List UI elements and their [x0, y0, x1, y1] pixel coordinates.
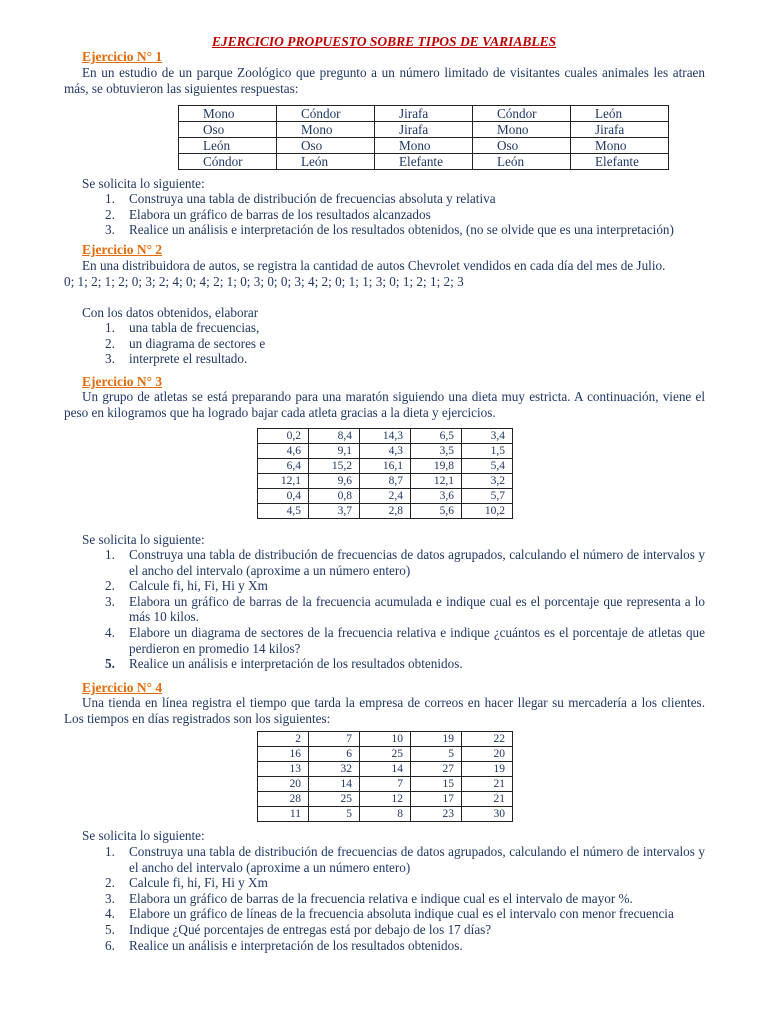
list-item-number: 2.: [105, 875, 115, 891]
list-item-text: Indique ¿Qué porcentajes de entregas está por debajo de los 17 días?: [129, 921, 492, 937]
table-cell: 4,3: [360, 444, 411, 459]
list-item: [100, 922, 705, 938]
table-cell: 6: [309, 747, 360, 762]
list-item-number: 3.: [105, 222, 115, 238]
table-cell: 19: [462, 762, 513, 777]
list-item: [100, 191, 705, 207]
table-row: [179, 122, 669, 138]
list-item: [100, 844, 705, 875]
table-cell: 7: [360, 777, 411, 792]
ex2-heading: Ejercicio N° 2: [82, 242, 163, 257]
table-cell: 21: [462, 777, 513, 792]
table-cell: 4,6: [258, 444, 309, 459]
ex4-table: [257, 731, 513, 822]
list-item: [100, 351, 705, 367]
table-cell: 3,4: [462, 429, 513, 444]
ex1-items: [100, 191, 705, 238]
table-cell: 21: [462, 792, 513, 807]
table-cell: León: [571, 106, 669, 122]
table-row: [258, 762, 513, 777]
table-cell: León: [277, 154, 375, 170]
table-cell: 5,6: [411, 504, 462, 519]
table-row: [179, 154, 669, 170]
list-item-number: 3.: [105, 351, 115, 367]
table-cell: 16: [258, 747, 309, 762]
table-cell: 30: [462, 807, 513, 822]
table-cell: 27: [411, 762, 462, 777]
table-cell: 14,3: [360, 429, 411, 444]
table-cell: 8: [360, 807, 411, 822]
list-item-text: Elabore un diagrama de sectores de la frecuencia relativa e indique ¿cuántos es el porcentaje de atletas que perdieron en promedio 14 kilos?: [129, 624, 705, 656]
table-cell: 14: [360, 762, 411, 777]
table-row: [258, 807, 513, 822]
table-cell: 4,5: [258, 504, 309, 519]
list-item: [100, 578, 705, 594]
table-row: [179, 106, 669, 122]
ex3-intro: Un grupo de atletas se está preparando para una maratón siguiendo una dieta muy estricta. A continuación, viene el peso en kilogramos que ha logrado bajar cada atleta gracias a la dieta y ejercicios.: [64, 389, 705, 420]
table-cell: 12,1: [258, 474, 309, 489]
table-cell: Jirafa: [571, 122, 669, 138]
table-cell: 5,4: [462, 459, 513, 474]
table-cell: Mono: [179, 106, 277, 122]
list-item-text: Calcule fi, hi, Fi, Hi y Xm: [129, 875, 268, 891]
table-cell: 12: [360, 792, 411, 807]
table-cell: Elefante: [571, 154, 669, 170]
ex4-intro: Una tienda en línea registra el tiempo que tarda la empresa de correos en hacer llegar su mercadería a los clientes. Los tiempos en días registrados son los siguientes:: [64, 695, 705, 726]
list-item-number: 2.: [105, 335, 115, 351]
table-cell: Oso: [179, 122, 277, 138]
table-cell: Elefante: [375, 154, 473, 170]
table-cell: Oso: [277, 138, 375, 154]
table-cell: Jirafa: [375, 106, 473, 122]
document-title: EJERCICIO PROPUESTO SOBRE TIPOS DE VARIABLES: [211, 34, 557, 49]
table-cell: 20: [258, 777, 309, 792]
table-cell: 28: [258, 792, 309, 807]
table-cell: Cóndor: [473, 106, 571, 122]
list-item-text: Construya una tabla de distribución de frecuencias de datos agrupados, calculando el número de intervalos y el ancho del intervalo (aproxime a un número entero): [129, 547, 705, 578]
table-cell: 16,1: [360, 459, 411, 474]
table-cell: 3,6: [411, 489, 462, 504]
list-item: [100, 207, 705, 223]
table-cell: 10: [360, 732, 411, 747]
table-cell: 5: [309, 807, 360, 822]
ex1-table: [178, 105, 669, 170]
table-row: [258, 429, 513, 444]
list-item-text: Elabora un gráfico de barras de la frecuencia relativa e indique cual es el intervalo de mayor %.: [129, 890, 633, 906]
table-cell: 6,4: [258, 459, 309, 474]
table-cell: 19,8: [411, 459, 462, 474]
table-cell: 0,8: [309, 489, 360, 504]
table-cell: 7: [309, 732, 360, 747]
ex3-items: [100, 547, 705, 672]
table-cell: Jirafa: [375, 122, 473, 138]
list-item-text: Construya una tabla de distribución de frecuencias absoluta y relativa: [129, 191, 496, 206]
list-item-number: 1.: [105, 844, 115, 859]
table-cell: 0,2: [258, 429, 309, 444]
table-cell: 25: [309, 792, 360, 807]
list-item-text: Construya una tabla de distribución de frecuencias de datos agrupados, calculando el número de intervalos y el ancho del intervalo (aproxime a un número entero): [129, 844, 705, 875]
table-cell: 15,2: [309, 459, 360, 474]
table-cell: Mono: [277, 122, 375, 138]
list-item-number: 4.: [105, 906, 115, 922]
list-item-number: 4.: [105, 624, 115, 640]
table-cell: 20: [462, 747, 513, 762]
table-row: [179, 138, 669, 154]
list-item: [100, 320, 705, 336]
list-item: [100, 891, 705, 907]
list-item: [100, 594, 705, 625]
table-cell: 14: [309, 777, 360, 792]
table-cell: Mono: [473, 122, 571, 138]
table-cell: 3,7: [309, 504, 360, 519]
list-item-text: Calcule fi, hi, Fi, Hi y Xm: [129, 578, 268, 594]
table-cell: 13: [258, 762, 309, 777]
list-item-number: 6.: [105, 937, 115, 953]
table-cell: 8,4: [309, 429, 360, 444]
table-row: [258, 792, 513, 807]
table-cell: 23: [411, 807, 462, 822]
table-cell: 9,1: [309, 444, 360, 459]
table-row: [258, 504, 513, 519]
table-cell: Oso: [473, 138, 571, 154]
ex2-intro: En una distribuidora de autos, se registra la cantidad de autos Chevrolet vendidos en cada día del mes de Julio.: [82, 258, 666, 273]
table-cell: 32: [309, 762, 360, 777]
ex2-items: [100, 320, 705, 367]
table-cell: Mono: [571, 138, 669, 154]
list-item-number: 2.: [105, 578, 115, 594]
list-item-text: Realice un análisis e interpretación de los resultados obtenidos.: [129, 937, 463, 953]
list-item-number: 5.: [105, 921, 115, 937]
list-item: [100, 938, 705, 954]
ex1-heading: Ejercicio N° 1: [82, 49, 163, 64]
list-item-number: 3.: [105, 890, 115, 906]
table-cell: 1,5: [462, 444, 513, 459]
table-cell: 8,7: [360, 474, 411, 489]
list-item-text: Elabora un gráfico de barras de la frecuencia acumulada e indique cual es el porcentaje que representa a lo más 10 kilos.: [129, 593, 705, 625]
table-row: [258, 732, 513, 747]
table-cell: 2: [258, 732, 309, 747]
ex4-ask: Se solicita lo siguiente:: [82, 828, 205, 843]
list-item: [100, 547, 705, 578]
table-row: [258, 459, 513, 474]
list-item-number: 3.: [105, 593, 115, 609]
table-cell: 17: [411, 792, 462, 807]
list-item: [100, 875, 705, 891]
ex1-ask: Se solicita lo siguiente:: [82, 176, 205, 191]
table-cell: 0,4: [258, 489, 309, 504]
table-cell: 3,5: [411, 444, 462, 459]
table-cell: 6,5: [411, 429, 462, 444]
list-item: [100, 222, 705, 238]
table-row: [258, 444, 513, 459]
table-cell: 2,4: [360, 489, 411, 504]
list-item-text: Realice un análisis e interpretación de los resultados obtenidos.: [129, 656, 463, 672]
table-row: [258, 489, 513, 504]
list-item-text: una tabla de frecuencias,: [129, 320, 260, 335]
table-cell: Cóndor: [277, 106, 375, 122]
list-item-text: interprete el resultado.: [129, 351, 248, 367]
list-item-number: 1.: [105, 191, 115, 206]
table-cell: Cóndor: [179, 154, 277, 170]
ex3-table: [257, 428, 513, 519]
list-item-text: Elabore un gráfico de líneas de la frecuencia absoluta indique cual es el intervalo con menor frecuencia: [129, 906, 674, 922]
table-cell: 3,2: [462, 474, 513, 489]
list-item-text: Realice un análisis e interpretación de los resultados obtenidos, (no se olvide que es una interpretación): [129, 222, 674, 238]
table-cell: 2,8: [360, 504, 411, 519]
list-item: [100, 656, 705, 672]
table-row: [258, 747, 513, 762]
ex3-heading: Ejercicio N° 3: [82, 374, 163, 389]
list-item-text: Elabora un gráfico de barras de los resultados alcanzados: [129, 206, 431, 222]
ex2-data-line: 0; 1; 2; 1; 2; 0; 3; 2; 4; 0; 4; 2; 1; 0; 3; 0; 0; 3; 4; 2; 0; 1; 1; 3; 0; 1; 2; 1; 2; 3: [64, 274, 464, 289]
table-cell: León: [473, 154, 571, 170]
table-cell: 9,6: [309, 474, 360, 489]
ex1-intro: En un estudio de un parque Zoológico que pregunto a un número limitado de visitantes cuales animales les atraen más, se obtuvieron las siguientes respuestas:: [64, 65, 705, 96]
list-item: [100, 625, 705, 656]
table-cell: 15: [411, 777, 462, 792]
table-cell: 25: [360, 747, 411, 762]
list-item-number: 2.: [105, 206, 115, 222]
list-item: [100, 336, 705, 352]
ex4-items: [100, 844, 705, 953]
list-item-number: 1.: [105, 547, 115, 562]
table-cell: 5: [411, 747, 462, 762]
list-item: [100, 906, 705, 922]
table-cell: 5,7: [462, 489, 513, 504]
ex3-ask: Se solicita lo siguiente:: [82, 532, 205, 547]
ex2-ask: Con los datos obtenidos, elaborar: [82, 305, 259, 320]
table-row: [258, 474, 513, 489]
table-cell: 19: [411, 732, 462, 747]
table-cell: Mono: [375, 138, 473, 154]
table-cell: 11: [258, 807, 309, 822]
list-item-text: un diagrama de sectores e: [129, 335, 266, 351]
table-row: [258, 777, 513, 792]
list-item-number: 5.: [105, 656, 115, 672]
table-cell: León: [179, 138, 277, 154]
ex4-heading: Ejercicio N° 4: [82, 680, 163, 695]
table-cell: 22: [462, 732, 513, 747]
table-cell: 12,1: [411, 474, 462, 489]
list-item-number: 1.: [105, 320, 115, 335]
table-cell: 10,2: [462, 504, 513, 519]
